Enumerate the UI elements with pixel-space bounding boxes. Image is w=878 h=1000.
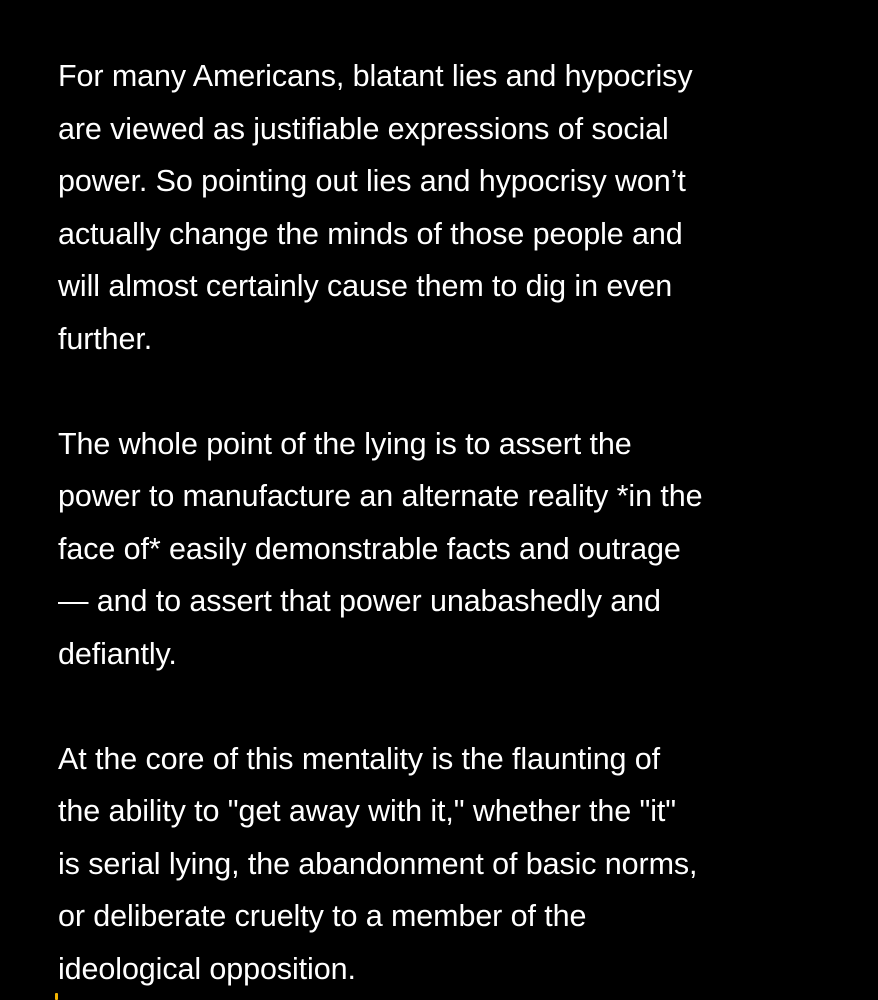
text-line: defiantly.	[58, 636, 177, 671]
text-line: ideological opposition.	[58, 951, 356, 986]
text-line: For many Americans, blatant lies and hypocrisy	[58, 59, 693, 93]
text-line: — and to assert that power unabashedly and	[58, 584, 661, 618]
paragraph-3	[58, 733, 848, 996]
text-line: is serial lying, the abandonment of basic norms,	[58, 846, 698, 881]
text-line: will almost certainly cause them to dig in even	[58, 269, 673, 303]
paragraph-spacer	[58, 680, 848, 733]
text-line: further.	[58, 321, 153, 356]
text-line: At the core of this mentality is the flaunting of	[58, 741, 661, 776]
note-body[interactable]	[58, 50, 848, 995]
paragraph-2	[58, 418, 848, 681]
paragraph-spacer	[58, 365, 848, 418]
text-line: power to manufacture an alternate reality *in the	[58, 479, 703, 513]
text-line: are viewed as justifiable expressions of social	[58, 111, 669, 146]
text-line: power. So pointing out lies and hypocrisy won’t	[58, 164, 686, 198]
text-line: or deliberate cruelty to a member of the	[58, 899, 587, 933]
text-cursor	[55, 993, 58, 1000]
text-line: the ability to "get away with it," whether the "it"	[58, 794, 677, 828]
text-line: actually change the minds of those people and	[58, 216, 683, 251]
text-line: The whole point of the lying is to assert the	[58, 426, 632, 461]
text-line: face of* easily demonstrable facts and outrage	[58, 531, 681, 566]
paragraph-1	[58, 50, 848, 365]
